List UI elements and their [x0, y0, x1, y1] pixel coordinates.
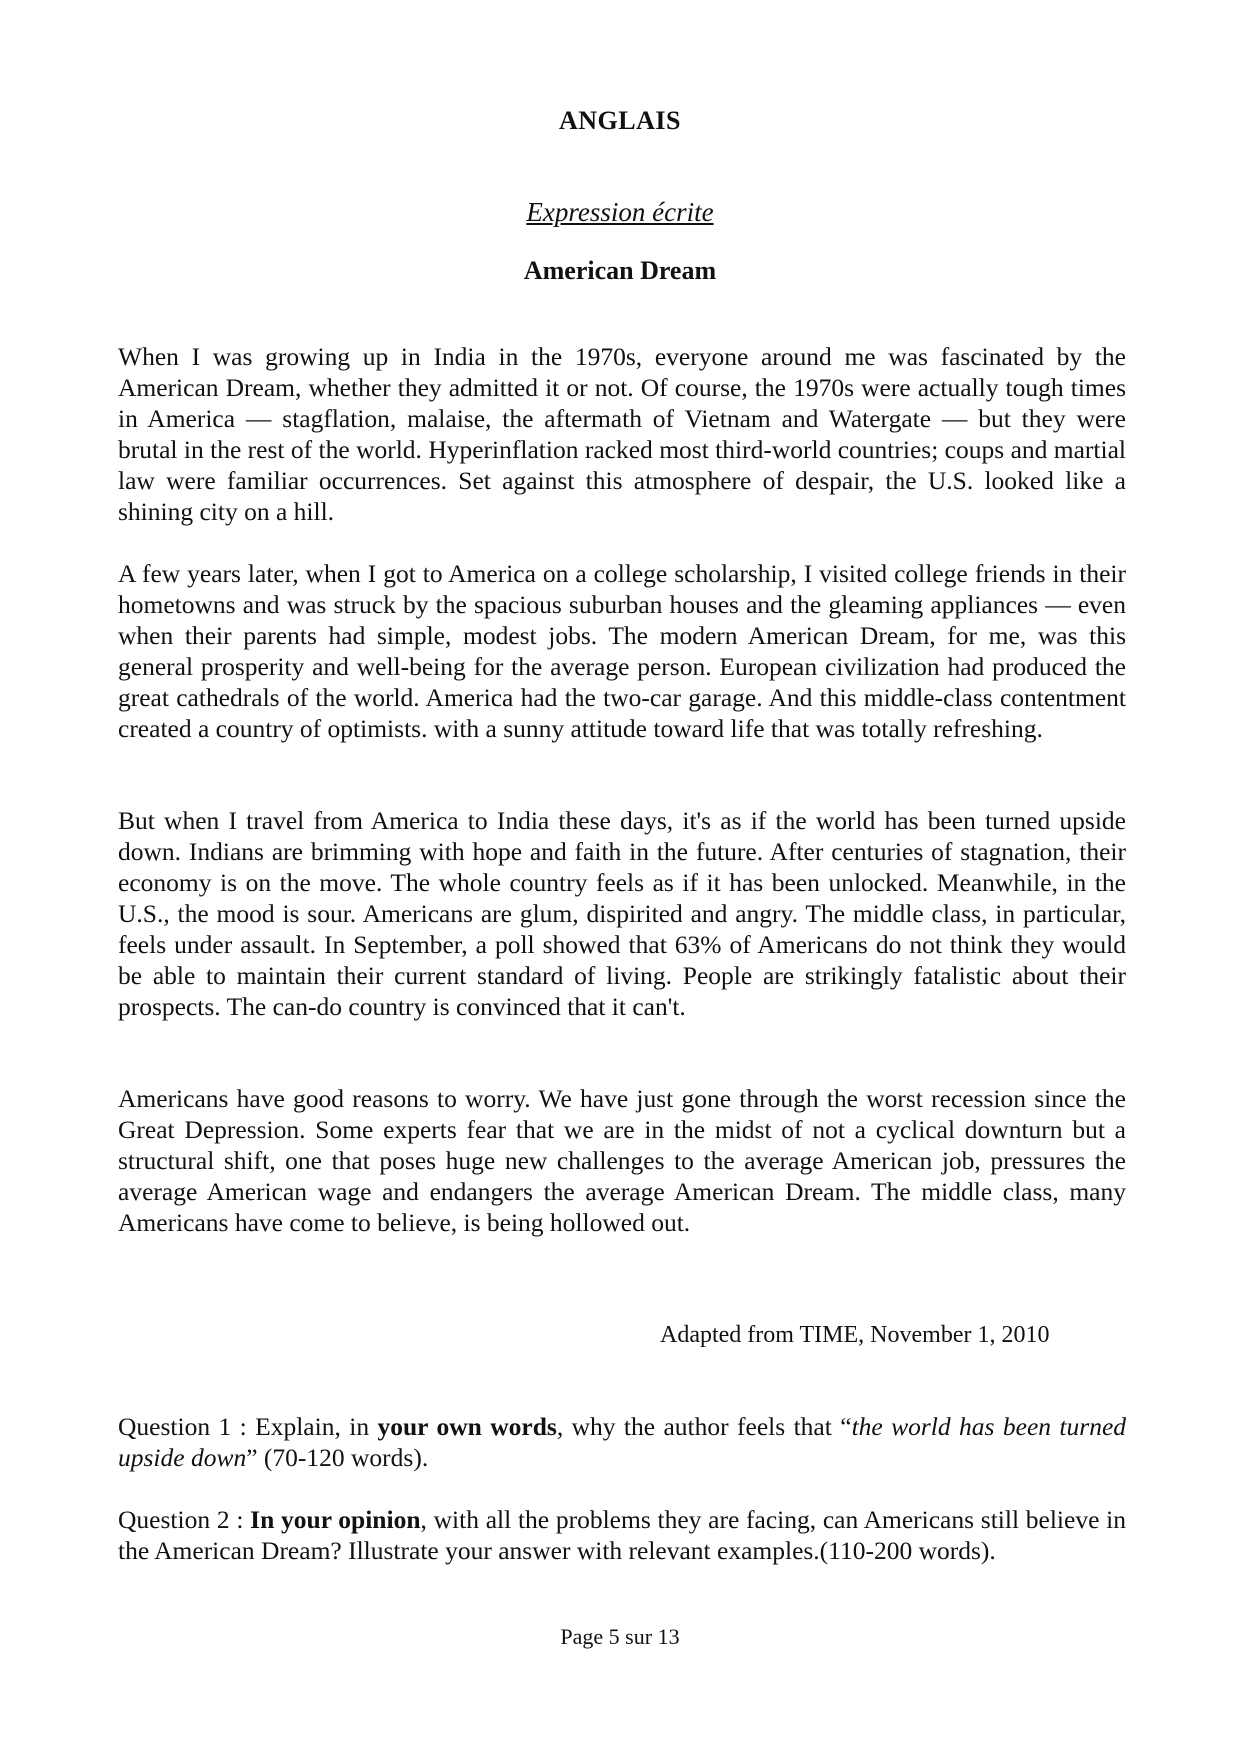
question-2 [118, 1504, 1126, 1566]
article-title: American Dream [523, 256, 717, 285]
subject-heading: ANGLAIS [559, 106, 681, 135]
page-number: Page 5 sur 13 [560, 1624, 680, 1649]
article-paragraph-2: A few years later, when I got to America on a college scholarship, I visited college friends in their hometowns and was struck by the spacious suburban houses and the gleaming appliances — even when their parents had simple, modest jobs. The modern American Dream, for me, was this general prosperity and well-being for the average person. European civilization had produced the great cathedrals of the world. America had the two-car garage. And this middle-class contentment created a country of optimists. with a sunny attitude toward life that was totally refreshing. [118, 559, 1126, 743]
section-heading: Expression écrite [526, 197, 714, 227]
question-2-prefix: Question 2 : [118, 1505, 251, 1534]
question-2-suffix: , with all the problems they are facing, can Americans still believe in the American Dream? Illustrate your answer with relevant examples.(110-200 words). [118, 1505, 1126, 1565]
article-paragraph-1: When I was growing up in India in the 1970s, everyone around me was fascinated by the American Dream, whether they admitted it or not. Of course, the 1970s were actually tough times in America — stagflation, malaise, the aftermath of Vietnam and Watergate — but they were brutal in the rest of the world. Hyperinflation racked most third-world countries; coups and martial law were familiar occurrences. Set against this atmosphere of despair, the U.S. looked like a shining city on a hill. [118, 342, 1126, 526]
question-1-suffix: ” (70-120 words). [246, 1443, 429, 1472]
article-paragraph-4: Americans have good reasons to worry. We have just gone through the worst recession since the Great Depression. Some experts fear that we are in the midst of not a cyclical downturn but a structural shift, one that poses huge new challenges to the average American job, pressures the average American wage and endangers the average American Dream. The middle class, many Americans have come to believe, is being hollowed out. [118, 1084, 1126, 1237]
question-1-emphasis: your own words [377, 1412, 557, 1441]
article-source: Adapted from TIME, November 1, 2010 [660, 1322, 1050, 1348]
question-1-middle: , why the author feels that “ [556, 1412, 852, 1441]
question-2-emphasis: In your opinion [250, 1505, 421, 1534]
question-1-prefix: Question 1 : Explain, in [118, 1412, 378, 1441]
question-1 [118, 1411, 1126, 1473]
article-paragraph-3: But when I travel from America to India these days, it's as if the world has been turned upside down. Indians are brimming with hope and faith in the future. After centuries of stagnation, their economy is on the move. The whole country feels as if it has been unlocked. Meanwhile, in the U.S., the mood is sour. Americans are glum, dispirited and angry. The middle class, in particular, feels under assault. In September, a poll showed that 63% of Americans do not think they would be able to maintain their current standard of living. People are strikingly fatalistic about their prospects. The can-do country is convinced that it can't. [118, 806, 1126, 1021]
question-1-quote: the world has been turned upside down [118, 1412, 1127, 1472]
